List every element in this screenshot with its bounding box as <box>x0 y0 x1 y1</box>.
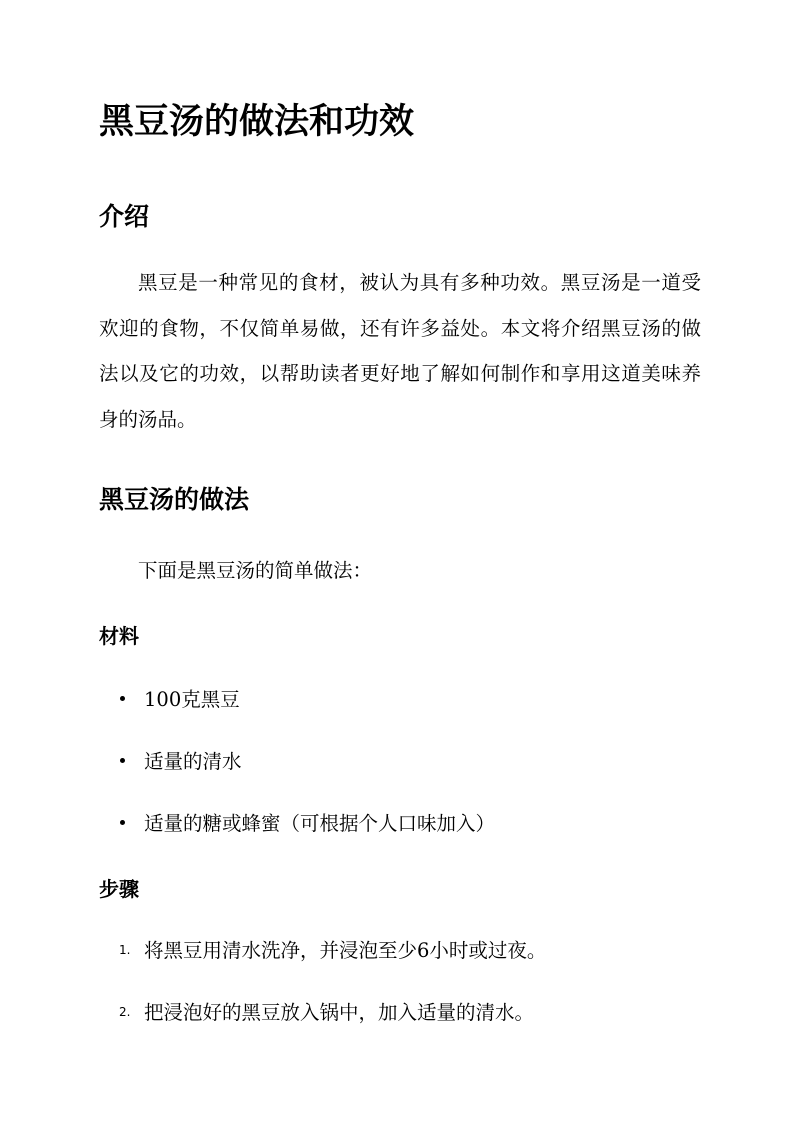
subheading-steps: 步骤 <box>99 877 139 901</box>
bullet-dot <box>120 820 125 825</box>
method-lead-text: 下面是黑豆汤的简单做法： <box>138 559 373 582</box>
material-item-text: 适量的清水 <box>144 750 242 773</box>
bullet-dot <box>120 696 125 701</box>
step-number: 1. <box>119 943 131 957</box>
step-text: 将黑豆用清水洗净，并浸泡至少6小时或过夜。 <box>144 939 547 962</box>
subheading-materials: 材料 <box>99 624 139 648</box>
material-item-text: 适量的糖或蜂蜜（可根据个人口味加入） <box>144 812 496 835</box>
step-number: 2. <box>119 1005 131 1019</box>
intro-paragraph: 黑豆是一种常见的食材，被认为具有多种功效。黑豆汤是一道受欢迎的食物，不仅简单易做，还有许多益处。本文将介绍黑豆汤的做法以及它的功效，以帮助读者更好地了解如何制作和享用这道美味养身的汤品。 <box>99 271 701 431</box>
material-item-text: 100克黑豆 <box>144 688 240 711</box>
bullet-dot <box>120 758 125 763</box>
step-text: 把浸泡好的黑豆放入锅中，加入适量的清水。 <box>144 1001 535 1024</box>
section-heading-method: 黑豆汤的做法 <box>99 485 250 514</box>
section-heading-intro: 介绍 <box>99 202 150 231</box>
page-title: 黑豆汤的做法和功效 <box>99 101 415 142</box>
